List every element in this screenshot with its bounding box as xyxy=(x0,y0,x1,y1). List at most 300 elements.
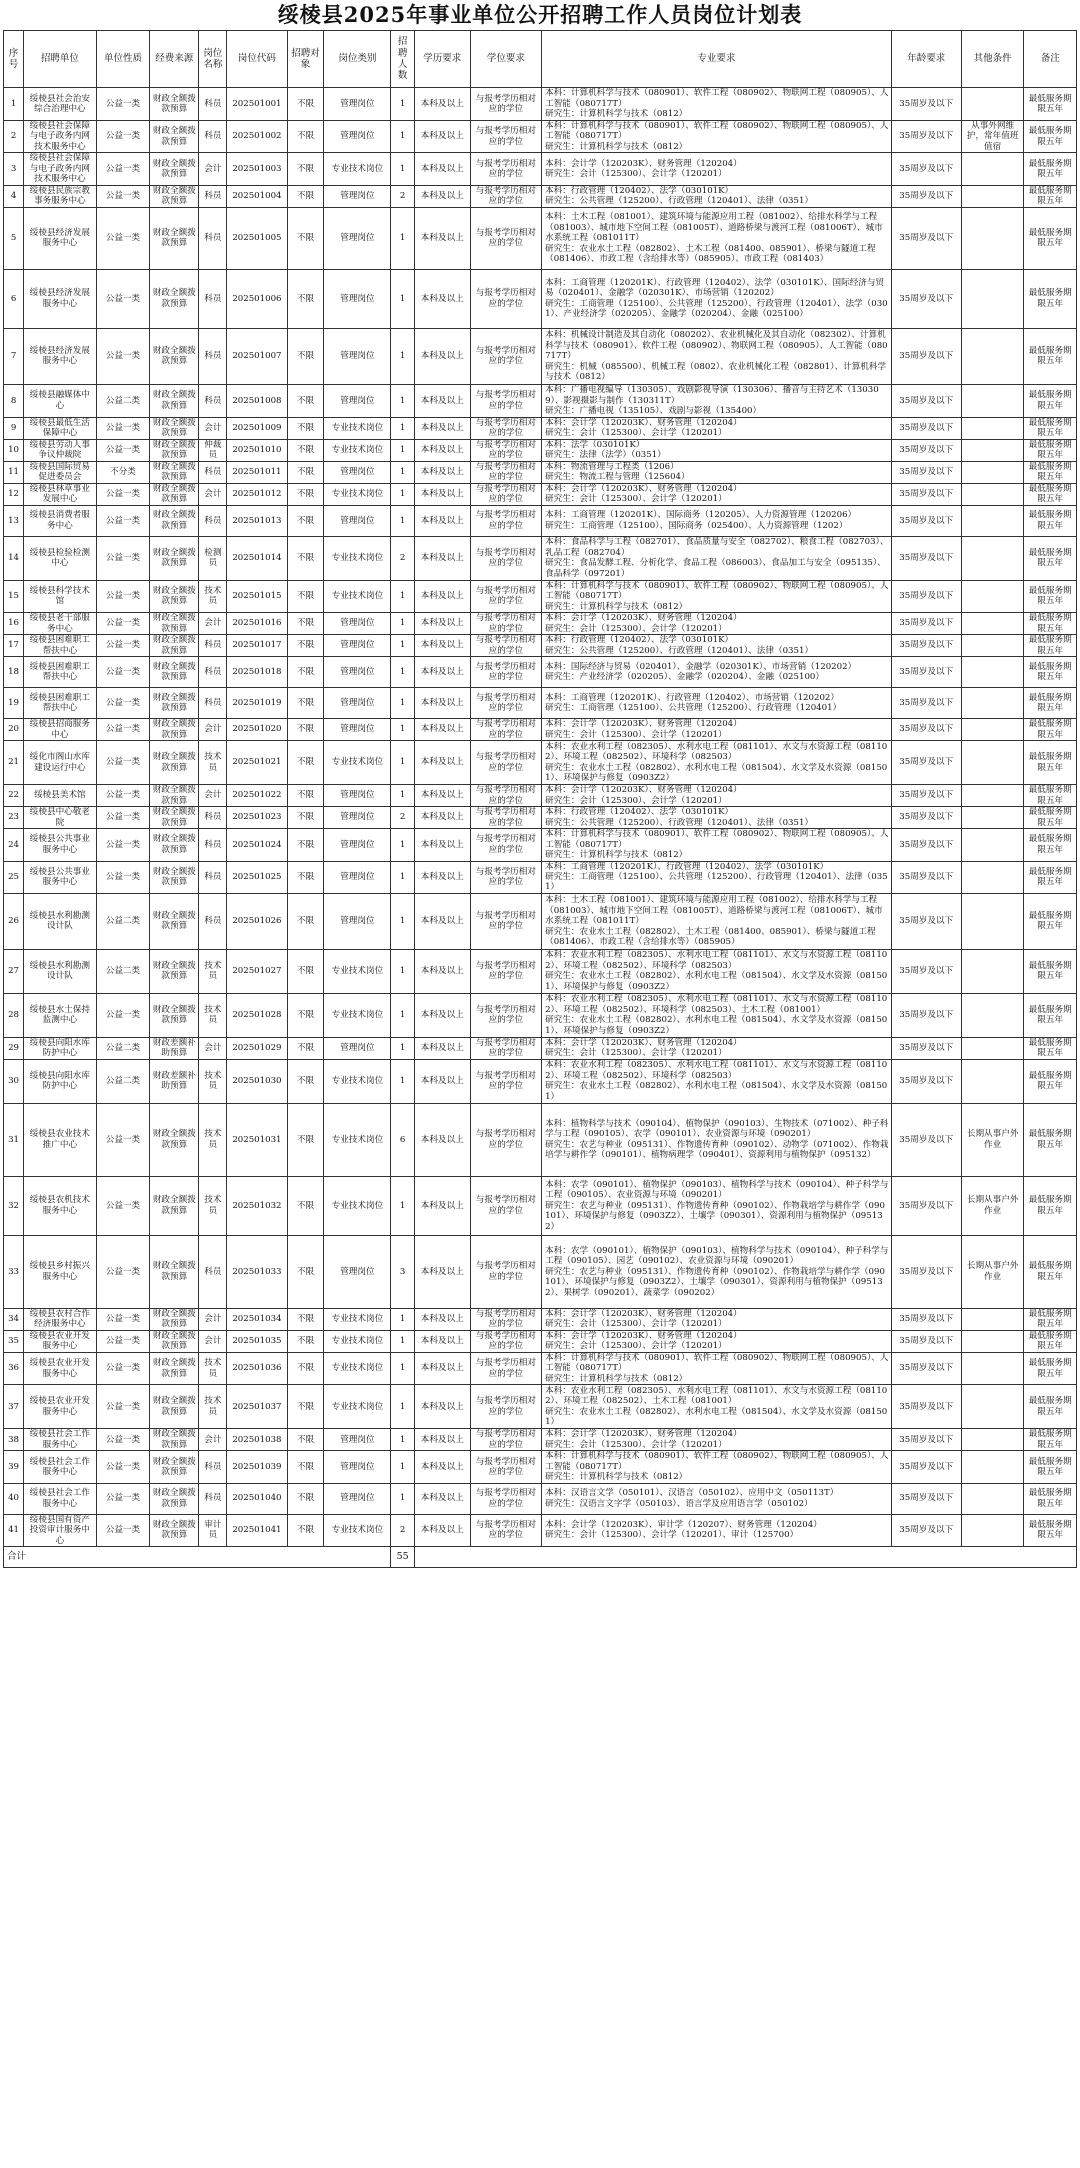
cell-edu: 本科及以上 xyxy=(414,1514,470,1546)
cell-post: 仲裁员 xyxy=(199,439,227,461)
cell-degree: 与报考学历相对应的学位 xyxy=(470,1330,541,1352)
cell-edu: 本科及以上 xyxy=(414,949,470,993)
cell-note: 最低服务期限五年 xyxy=(1024,328,1077,384)
cell-fund: 财政全额拨款预算 xyxy=(150,741,199,785)
cell-unit: 绥棱县最低生活保障中心 xyxy=(24,417,97,439)
cell-num: 6 xyxy=(391,1103,414,1176)
cell-age: 35周岁及以下 xyxy=(891,185,961,207)
cell-no: 24 xyxy=(4,829,24,861)
cell-note: 最低服务期限五年 xyxy=(1024,1037,1077,1059)
cell-post: 科员 xyxy=(199,328,227,384)
cell-post: 科员 xyxy=(199,121,227,153)
cell-major: 本科：农业水利工程（082305）、水利水电工程（081101）、水文与水资源工程（081102）、环境工程（082502）、环境科学（082503） 研究生：农业水土工程（082802）、水利水电工程（081504）、水文学及水资源（081501）、环境保护与修复（0903Z2） xyxy=(542,949,891,993)
cell-cat: 管理岗位 xyxy=(324,88,391,121)
header-cell: 招聘单位 xyxy=(24,31,97,88)
cell-degree: 与报考学历相对应的学位 xyxy=(470,88,541,121)
cell-edu: 本科及以上 xyxy=(414,121,470,153)
cell-age: 35周岁及以下 xyxy=(891,893,961,949)
cell-num: 1 xyxy=(391,384,414,417)
cell-cat: 专业技术岗位 xyxy=(324,417,391,439)
cell-unit: 绥棱县水土保持监测中心 xyxy=(24,993,97,1037)
cell-degree: 与报考学历相对应的学位 xyxy=(470,1483,541,1514)
cell-post: 科员 xyxy=(199,893,227,949)
table-row xyxy=(4,688,1077,719)
cell-num: 1 xyxy=(391,893,414,949)
cell-other xyxy=(961,949,1024,993)
header-cell: 招聘人数 xyxy=(391,31,414,88)
cell-nature: 公益一类 xyxy=(96,1176,150,1235)
cell-code: 202501020 xyxy=(227,719,287,741)
cell-nature: 公益一类 xyxy=(96,1308,150,1330)
cell-major: 本科：行政管理（120402）、法学（030101K） 研究生：公共管理（125200）、行政管理（120401）、法律（0351） xyxy=(542,635,891,657)
cell-target: 不限 xyxy=(287,1483,324,1514)
cell-target: 不限 xyxy=(287,207,324,269)
cell-age: 35周岁及以下 xyxy=(891,505,961,536)
cell-major: 本科：农业水利工程（082305）、水利水电工程（081101）、水文与水资源工程（081102）、环境工程（082502）、土木工程（081001） 研究生：农业水土工程（082802）、水利水电工程（081504）、水文学及水资源（081501） xyxy=(542,1385,891,1429)
cell-age: 35周岁及以下 xyxy=(891,269,961,328)
cell-degree: 与报考学历相对应的学位 xyxy=(470,1308,541,1330)
cell-fund: 财政全额拨款预算 xyxy=(150,121,199,153)
cell-major: 本科：会计学（120203K）、财务管理（120204） 研究生：会计（125300）、会计学（120201） xyxy=(542,1429,891,1451)
cell-age: 35周岁及以下 xyxy=(891,461,961,483)
cell-code: 202501040 xyxy=(227,1483,287,1514)
cell-no: 8 xyxy=(4,384,24,417)
cell-cat: 专业技术岗位 xyxy=(324,949,391,993)
cell-no: 14 xyxy=(4,536,24,580)
cell-other xyxy=(961,1059,1024,1103)
cell-code: 202501030 xyxy=(227,1059,287,1103)
cell-code: 202501033 xyxy=(227,1235,287,1308)
cell-post: 技术员 xyxy=(199,1103,227,1176)
cell-code: 202501041 xyxy=(227,1514,287,1546)
cell-target: 不限 xyxy=(287,635,324,657)
cell-code: 202501013 xyxy=(227,505,287,536)
cell-degree: 与报考学历相对应的学位 xyxy=(470,185,541,207)
cell-fund: 财政差额补助预算 xyxy=(150,1059,199,1103)
cell-major: 本科：计算机科学与技术（080901）、软件工程（080902）、物联网工程（080905）、人工智能（080717T） 研究生：计算机科学与技术（0812） xyxy=(542,121,891,153)
cell-target: 不限 xyxy=(287,384,324,417)
cell-target: 不限 xyxy=(287,993,324,1037)
cell-target: 不限 xyxy=(287,1330,324,1352)
cell-fund: 财政全额拨款预算 xyxy=(150,688,199,719)
cell-fund: 财政全额拨款预算 xyxy=(150,328,199,384)
cell-age: 35周岁及以下 xyxy=(891,1352,961,1384)
cell-post: 会计 xyxy=(199,483,227,505)
cell-degree: 与报考学历相对应的学位 xyxy=(470,417,541,439)
cell-major: 本科：物流管理与工程类（1206） 研究生：物流工程与管理（125604） xyxy=(542,461,891,483)
cell-age: 35周岁及以下 xyxy=(891,1059,961,1103)
cell-nature: 公益一类 xyxy=(96,1103,150,1176)
cell-num: 1 xyxy=(391,1176,414,1235)
cell-other: 长期从事户外作业 xyxy=(961,1176,1024,1235)
cell-nature: 公益一类 xyxy=(96,861,150,893)
cell-major: 本科：计算机科学与技术（080901）、软件工程（080902）、物联网工程（080905）、人工智能（080717T） 研究生：计算机科学与技术（0812） xyxy=(542,1352,891,1384)
cell-unit: 绥棱县国际贸易促进委员会 xyxy=(24,461,97,483)
table-row xyxy=(4,785,1077,807)
cell-edu: 本科及以上 xyxy=(414,785,470,807)
table-row xyxy=(4,1352,1077,1384)
cell-fund: 财政全额拨款预算 xyxy=(150,949,199,993)
cell-num: 1 xyxy=(391,1483,414,1514)
cell-edu: 本科及以上 xyxy=(414,1385,470,1429)
cell-cat: 专业技术岗位 xyxy=(324,1176,391,1235)
cell-post: 科员 xyxy=(199,1483,227,1514)
cell-edu: 本科及以上 xyxy=(414,1037,470,1059)
cell-other xyxy=(961,785,1024,807)
table-row xyxy=(4,1330,1077,1352)
cell-fund: 财政全额拨款预算 xyxy=(150,580,199,612)
cell-no: 33 xyxy=(4,1235,24,1308)
cell-cat: 专业技术岗位 xyxy=(324,536,391,580)
cell-fund: 财政全额拨款预算 xyxy=(150,1176,199,1235)
cell-note: 最低服务期限五年 xyxy=(1024,384,1077,417)
cell-edu: 本科及以上 xyxy=(414,1059,470,1103)
cell-age: 35周岁及以下 xyxy=(891,1176,961,1235)
cell-cat: 管理岗位 xyxy=(324,1451,391,1483)
cell-no: 25 xyxy=(4,861,24,893)
cell-code: 202501019 xyxy=(227,688,287,719)
cell-no: 21 xyxy=(4,741,24,785)
cell-age: 35周岁及以下 xyxy=(891,1514,961,1546)
cell-num: 1 xyxy=(391,1352,414,1384)
cell-fund: 财政全额拨款预算 xyxy=(150,269,199,328)
cell-target: 不限 xyxy=(287,657,324,688)
table-row xyxy=(4,635,1077,657)
header-cell: 岗位名称 xyxy=(199,31,227,88)
table-row xyxy=(4,829,1077,861)
cell-nature: 公益一类 xyxy=(96,807,150,829)
cell-age: 35周岁及以下 xyxy=(891,207,961,269)
cell-other xyxy=(961,1352,1024,1384)
cell-post: 科员 xyxy=(199,185,227,207)
cell-post: 会计 xyxy=(199,1037,227,1059)
cell-post: 会计 xyxy=(199,417,227,439)
cell-age: 35周岁及以下 xyxy=(891,613,961,635)
cell-code: 202501014 xyxy=(227,536,287,580)
table-row xyxy=(4,741,1077,785)
table-row xyxy=(4,657,1077,688)
cell-note: 最低服务期限五年 xyxy=(1024,1352,1077,1384)
cell-note: 最低服务期限五年 xyxy=(1024,1059,1077,1103)
cell-unit: 绥棱县社会治安综合治理中心 xyxy=(24,88,97,121)
cell-major: 本科：行政管理（120402）、法学（030101K） 研究生：公共管理（125200）、行政管理（120401）、法律（0351） xyxy=(542,807,891,829)
cell-major: 本科：工商管理（120201K）、行政管理（120402）、市场营销（120202） 研究生：工商管理（125100）、公共管理（125200）、行政管理（120401） xyxy=(542,688,891,719)
total-blank xyxy=(414,1547,1076,1568)
cell-edu: 本科及以上 xyxy=(414,207,470,269)
cell-post: 科员 xyxy=(199,829,227,861)
cell-other xyxy=(961,613,1024,635)
cell-fund: 财政全额拨款预算 xyxy=(150,1308,199,1330)
cell-fund: 财政差额补助预算 xyxy=(150,1037,199,1059)
cell-age: 35周岁及以下 xyxy=(891,417,961,439)
cell-fund: 财政全额拨款预算 xyxy=(150,439,199,461)
cell-no: 3 xyxy=(4,153,24,185)
cell-code: 202501016 xyxy=(227,613,287,635)
cell-code: 202501010 xyxy=(227,439,287,461)
cell-degree: 与报考学历相对应的学位 xyxy=(470,688,541,719)
cell-degree: 与报考学历相对应的学位 xyxy=(470,993,541,1037)
cell-cat: 管理岗位 xyxy=(324,121,391,153)
cell-fund: 财政全额拨款预算 xyxy=(150,613,199,635)
cell-target: 不限 xyxy=(287,536,324,580)
cell-age: 35周岁及以下 xyxy=(891,635,961,657)
cell-major: 本科：工商管理（120201K）、行政管理（120402）、法学（030101K） 研究生：工商管理（125100）、公共管理（125200）、行政管理（120401）、法律（0351） xyxy=(542,861,891,893)
cell-unit: 绥棱县检验检测中心 xyxy=(24,536,97,580)
cell-age: 35周岁及以下 xyxy=(891,88,961,121)
cell-note: 最低服务期限五年 xyxy=(1024,657,1077,688)
cell-target: 不限 xyxy=(287,1385,324,1429)
cell-num: 1 xyxy=(391,1037,414,1059)
cell-target: 不限 xyxy=(287,741,324,785)
cell-major: 本科：食品科学与工程（082701）、食品质量与安全（082702）、粮食工程（082703）、乳品工程（082704） 研究生：食品发酵工程、分析化学、食品工程（086003）、食品加工与安全（095135）、食品科学（097201） xyxy=(542,536,891,580)
cell-nature: 公益一类 xyxy=(96,1235,150,1308)
cell-unit: 绥棱县经济发展服务中心 xyxy=(24,269,97,328)
cell-edu: 本科及以上 xyxy=(414,861,470,893)
cell-nature: 公益一类 xyxy=(96,328,150,384)
cell-nature: 公益一类 xyxy=(96,688,150,719)
cell-degree: 与报考学历相对应的学位 xyxy=(470,1103,541,1176)
cell-edu: 本科及以上 xyxy=(414,893,470,949)
cell-fund: 财政全额拨款预算 xyxy=(150,417,199,439)
cell-target: 不限 xyxy=(287,807,324,829)
table-row xyxy=(4,1483,1077,1514)
cell-nature: 公益一类 xyxy=(96,439,150,461)
cell-unit: 绥棱县水利勘测设计队 xyxy=(24,893,97,949)
cell-nature: 公益一类 xyxy=(96,417,150,439)
cell-fund: 财政全额拨款预算 xyxy=(150,505,199,536)
cell-no: 15 xyxy=(4,580,24,612)
cell-cat: 专业技术岗位 xyxy=(324,439,391,461)
cell-post: 技术员 xyxy=(199,949,227,993)
cell-unit: 绥棱县乡村振兴服务中心 xyxy=(24,1235,97,1308)
table-row xyxy=(4,1235,1077,1308)
cell-fund: 财政全额拨款预算 xyxy=(150,483,199,505)
cell-no: 10 xyxy=(4,439,24,461)
cell-post: 技术员 xyxy=(199,1352,227,1384)
header-cell: 岗位代码 xyxy=(227,31,287,88)
cell-cat: 管理岗位 xyxy=(324,719,391,741)
cell-note: 最低服务期限五年 xyxy=(1024,505,1077,536)
cell-post: 科员 xyxy=(199,269,227,328)
cell-code: 202501034 xyxy=(227,1308,287,1330)
cell-other xyxy=(961,1385,1024,1429)
cell-degree: 与报考学历相对应的学位 xyxy=(470,861,541,893)
cell-no: 20 xyxy=(4,719,24,741)
cell-other xyxy=(961,1451,1024,1483)
cell-age: 35周岁及以下 xyxy=(891,439,961,461)
cell-target: 不限 xyxy=(287,861,324,893)
cell-unit: 绥棱县困难职工帮扶中心 xyxy=(24,657,97,688)
cell-age: 35周岁及以下 xyxy=(891,949,961,993)
cell-unit: 绥棱县农业技术推广中心 xyxy=(24,1103,97,1176)
cell-other xyxy=(961,1514,1024,1546)
cell-code: 202501036 xyxy=(227,1352,287,1384)
cell-no: 17 xyxy=(4,635,24,657)
cell-other xyxy=(961,207,1024,269)
cell-note: 最低服务期限五年 xyxy=(1024,893,1077,949)
cell-major: 本科：工商管理（120201K）、行政管理（120402）、法学（030101K）、国际经济与贸易（020401）、金融学（020301K）、市场营销（120202） 研究生：工商管理（125100）、公共管理（125200）、行政管理（120401）、法学（0301）、产业经济学（020205）、金融学（020204）、金融（025100） xyxy=(542,269,891,328)
cell-num: 1 xyxy=(391,688,414,719)
cell-post: 会计 xyxy=(199,719,227,741)
cell-code: 202501032 xyxy=(227,1176,287,1235)
cell-age: 35周岁及以下 xyxy=(891,829,961,861)
cell-cat: 管理岗位 xyxy=(324,269,391,328)
cell-other: 从事外网维护，常年值班值宿 xyxy=(961,121,1024,153)
cell-nature: 公益一类 xyxy=(96,580,150,612)
cell-no: 32 xyxy=(4,1176,24,1235)
cell-fund: 财政全额拨款预算 xyxy=(150,88,199,121)
cell-no: 5 xyxy=(4,207,24,269)
cell-nature: 公益一类 xyxy=(96,993,150,1037)
cell-fund: 财政全额拨款预算 xyxy=(150,1330,199,1352)
cell-nature: 公益二类 xyxy=(96,949,150,993)
cell-age: 35周岁及以下 xyxy=(891,1330,961,1352)
cell-unit: 绥棱县招商服务中心 xyxy=(24,719,97,741)
cell-nature: 公益一类 xyxy=(96,1352,150,1384)
table-row xyxy=(4,1176,1077,1235)
cell-unit: 绥棱县林草事业发展中心 xyxy=(24,483,97,505)
cell-degree: 与报考学历相对应的学位 xyxy=(470,893,541,949)
cell-no: 39 xyxy=(4,1451,24,1483)
cell-num: 2 xyxy=(391,536,414,580)
cell-fund: 财政全额拨款预算 xyxy=(150,1483,199,1514)
cell-degree: 与报考学历相对应的学位 xyxy=(470,269,541,328)
cell-edu: 本科及以上 xyxy=(414,88,470,121)
cell-cat: 管理岗位 xyxy=(324,613,391,635)
cell-unit: 绥棱县水利勘测设计队 xyxy=(24,949,97,993)
cell-target: 不限 xyxy=(287,1429,324,1451)
cell-num: 1 xyxy=(391,993,414,1037)
cell-no: 2 xyxy=(4,121,24,153)
cell-fund: 财政全额拨款预算 xyxy=(150,1514,199,1546)
cell-fund: 财政全额拨款预算 xyxy=(150,635,199,657)
cell-nature: 公益一类 xyxy=(96,613,150,635)
cell-age: 35周岁及以下 xyxy=(891,993,961,1037)
cell-target: 不限 xyxy=(287,1059,324,1103)
cell-other xyxy=(961,861,1024,893)
cell-other xyxy=(961,741,1024,785)
table-row xyxy=(4,1514,1077,1546)
cell-age: 35周岁及以下 xyxy=(891,657,961,688)
cell-unit: 绥棱县向阳水库防护中心 xyxy=(24,1059,97,1103)
cell-cat: 管理岗位 xyxy=(324,861,391,893)
header-cell: 招聘对象 xyxy=(287,31,324,88)
cell-note: 最低服务期限五年 xyxy=(1024,1385,1077,1429)
cell-unit: 绥棱县公共事业服务中心 xyxy=(24,861,97,893)
cell-note: 最低服务期限五年 xyxy=(1024,741,1077,785)
cell-cat: 专业技术岗位 xyxy=(324,1385,391,1429)
cell-edu: 本科及以上 xyxy=(414,461,470,483)
cell-other xyxy=(961,461,1024,483)
cell-nature: 公益一类 xyxy=(96,1429,150,1451)
cell-num: 1 xyxy=(391,1330,414,1352)
cell-other xyxy=(961,1037,1024,1059)
cell-unit: 绥棱县农机技术服务中心 xyxy=(24,1176,97,1235)
cell-degree: 与报考学历相对应的学位 xyxy=(470,1235,541,1308)
cell-fund: 财政全额拨款预算 xyxy=(150,384,199,417)
cell-note: 最低服务期限五年 xyxy=(1024,536,1077,580)
cell-target: 不限 xyxy=(287,785,324,807)
cell-fund: 财政全额拨款预算 xyxy=(150,1235,199,1308)
cell-degree: 与报考学历相对应的学位 xyxy=(470,613,541,635)
cell-post: 技术员 xyxy=(199,1059,227,1103)
cell-note: 最低服务期限五年 xyxy=(1024,1235,1077,1308)
cell-target: 不限 xyxy=(287,328,324,384)
cell-nature: 公益一类 xyxy=(96,829,150,861)
cell-unit: 绥棱县社会保障与电子政务内网技术服务中心 xyxy=(24,153,97,185)
cell-degree: 与报考学历相对应的学位 xyxy=(470,1451,541,1483)
cell-other xyxy=(961,153,1024,185)
cell-num: 1 xyxy=(391,328,414,384)
cell-edu: 本科及以上 xyxy=(414,384,470,417)
cell-degree: 与报考学历相对应的学位 xyxy=(470,483,541,505)
table-row xyxy=(4,439,1077,461)
cell-post: 技术员 xyxy=(199,1385,227,1429)
header-row xyxy=(4,31,1077,88)
cell-major: 本科：工商管理（120201K）、国际商务（120205）、人力资源管理（120206） 研究生：工商管理（125100）、国际商务（025400）、人力资源管理（1202） xyxy=(542,505,891,536)
cell-edu: 本科及以上 xyxy=(414,417,470,439)
header-cell: 岗位类别 xyxy=(324,31,391,88)
cell-note: 最低服务期限五年 xyxy=(1024,153,1077,185)
cell-unit: 绥棱县向阳水库防护中心 xyxy=(24,1037,97,1059)
cell-no: 26 xyxy=(4,893,24,949)
cell-code: 202501006 xyxy=(227,269,287,328)
cell-edu: 本科及以上 xyxy=(414,328,470,384)
cell-fund: 财政全额拨款预算 xyxy=(150,657,199,688)
cell-target: 不限 xyxy=(287,185,324,207)
cell-code: 202501015 xyxy=(227,580,287,612)
header-cell: 序号 xyxy=(4,31,24,88)
cell-cat: 专业技术岗位 xyxy=(324,741,391,785)
cell-major: 本科：会计学（120203K）、财务管理（120204） 研究生：会计（125300）、会计学（120201） xyxy=(542,1330,891,1352)
cell-nature: 公益一类 xyxy=(96,1483,150,1514)
cell-major: 本科：行政管理（120402）、法学（030101K） 研究生：公共管理（125200）、行政管理（120401）、法律（0351） xyxy=(542,185,891,207)
cell-other xyxy=(961,384,1024,417)
cell-fund: 财政全额拨款预算 xyxy=(150,861,199,893)
cell-nature: 公益一类 xyxy=(96,185,150,207)
cell-major: 本科：计算机科学与技术（080901）、软件工程（080902）、物联网工程（080905）、人工智能（080717T） 研究生：计算机科学与技术（0812） xyxy=(542,1451,891,1483)
header-cell: 经费来源 xyxy=(150,31,199,88)
cell-edu: 本科及以上 xyxy=(414,1483,470,1514)
cell-note: 最低服务期限五年 xyxy=(1024,1103,1077,1176)
cell-other xyxy=(961,580,1024,612)
cell-post: 技术员 xyxy=(199,741,227,785)
cell-cat: 专业技术岗位 xyxy=(324,483,391,505)
cell-unit: 绥棱县民族宗教事务服务中心 xyxy=(24,185,97,207)
cell-major: 本科：土木工程（081001）、建筑环境与能源应用工程（081002）、给排水科学与工程（081003）、城市地下空间工程（081005T）、道路桥梁与渡河工程（081006T）、城市水系统工程（081011T） 研究生：农业水土工程（082802）、土木工程（081400、085901）、桥梁与隧道工程（081406）、市政工程（含给排水等）（085905）、市政工程（081403） xyxy=(542,207,891,269)
cell-age: 35周岁及以下 xyxy=(891,861,961,893)
cell-major: 本科：会计学（120203K）、审计学（120207）、财务管理（120204） 研究生：会计（125300）、会计学（120201）、审计（125700） xyxy=(542,1514,891,1546)
cell-target: 不限 xyxy=(287,1176,324,1235)
cell-other xyxy=(961,719,1024,741)
cell-no: 7 xyxy=(4,328,24,384)
cell-no: 16 xyxy=(4,613,24,635)
cell-num: 1 xyxy=(391,580,414,612)
cell-degree: 与报考学历相对应的学位 xyxy=(470,153,541,185)
cell-num: 2 xyxy=(391,1514,414,1546)
cell-no: 41 xyxy=(4,1514,24,1546)
cell-edu: 本科及以上 xyxy=(414,185,470,207)
cell-fund: 财政全额拨款预算 xyxy=(150,536,199,580)
cell-degree: 与报考学历相对应的学位 xyxy=(470,949,541,993)
cell-no: 37 xyxy=(4,1385,24,1429)
cell-no: 6 xyxy=(4,269,24,328)
cell-note: 最低服务期限五年 xyxy=(1024,993,1077,1037)
table-row xyxy=(4,153,1077,185)
cell-num: 1 xyxy=(391,461,414,483)
cell-target: 不限 xyxy=(287,893,324,949)
cell-post: 会计 xyxy=(199,1429,227,1451)
